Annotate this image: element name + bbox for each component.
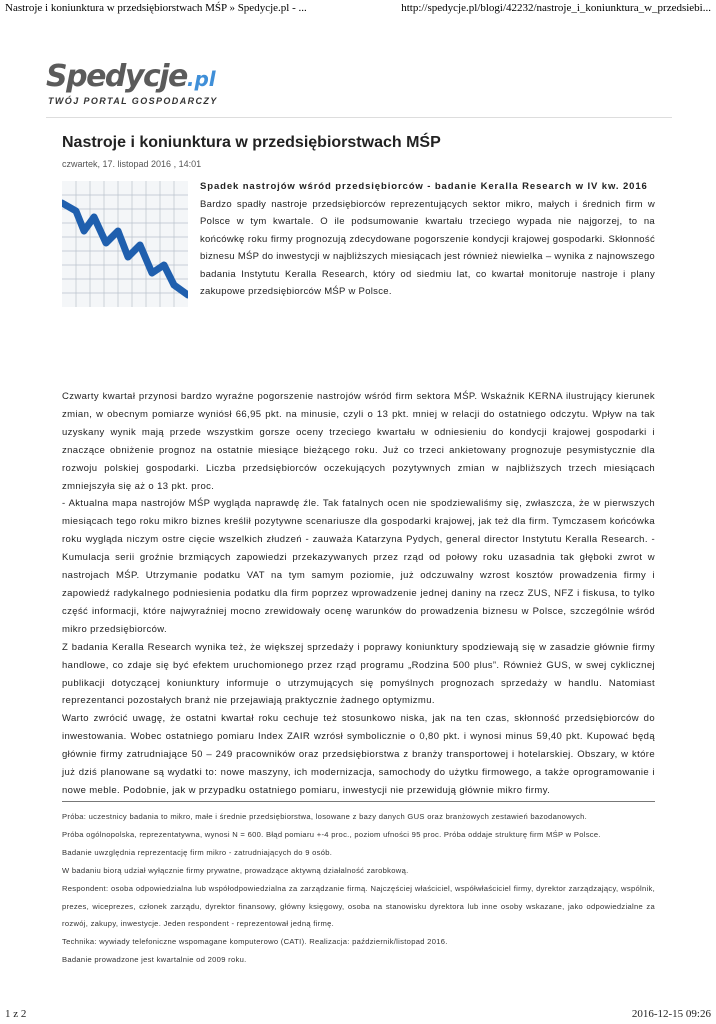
note-line: Technika: wywiady telefoniczne wspomagane komputerowo (CATI). Realizacja: październik/listopad 2016. [62, 937, 448, 947]
header-divider [46, 117, 672, 118]
site-logo[interactable] [46, 59, 226, 110]
page-number: 1 z 2 [5, 1008, 27, 1020]
print-header-url[interactable]: http://spedycje.pl/blogi/42232/nastroje_i_koniunktura_w_przedsiebi... [401, 2, 711, 14]
body-paragraph: - Aktualna mapa nastrojów MŚP wygląda naprawdę źle. Tak fatalnych ocen nie spodziewaliśmy się, zwłaszcza, że w pierwszych miesiącach tego roku mikro biznes kreślił pozytywne scenariusze dla gospodarki krajowej, jak też dla firm. Tymczasem końcówka roku wygląda niczym ostre cięcie wszelkich złudzeń - zauważa Katarzyna Pydych, general director Instytutu Keralla Research. - Kumulacja serii groźnie brzmiących zapowiedzi przekazywanych przez rząd od połowy roku uzasadnia tak głęboki zwrot w nastrojach MŚP. Utrzymanie podatku VAT na tym samym poziomie, już odczuwalny wzrost kosztów prowadzenia firmy i zapowiedź radykalnego podniesienia podatku dla firm poprzez wprowadzenie jednej daniny na rzecz ZUS, NFZ i fiskusa, to tylko część informacji, które najwyraźniej mocno zrewidowały ocenę warunków do prowadzenia biznesu w Polsce, szczególnie wśród mikro przedsiębiorców. [62, 498, 655, 635]
article-subtitle: Spadek nastrojów wśród przedsiębiorców - badanie Keralla Research w IV kw. 2016 [200, 181, 648, 192]
note-line: Próba ogólnopolska, reprezentatywna, wynosi N = 600. Błąd pomiaru +-4 proc., poziom ufności 95 proc. Próba oddaje strukturę firm MŚP w Polsce. [62, 829, 601, 839]
print-footer [5, 1006, 711, 1020]
print-header-title: Nastroje i koniunktura w przedsiębiorstwach MŚP » Spedycje.pl - ... [5, 2, 307, 14]
article-thumbnail-falling-chart [62, 181, 188, 307]
note-line: Badanie prowadzone jest kwartalnie od 2009 roku. [62, 955, 247, 965]
methodology-notes [62, 808, 655, 969]
print-timestamp: 2016-12-15 09:26 [631, 1008, 711, 1020]
note-line: Próba: uczestnicy badania to mikro, małe i średnie przedsiębiorstwa, losowane z bazy danych GUS oraz branżowych zestawień bazodanowych. [62, 812, 588, 821]
note-line: Respondent: osoba odpowiedzialna lub współodpowiedzialna za zarządzanie firmą. Najczęściej właściciel, współwłaściciel firmy, dyrektor zarządzający, wspólnik, prezes, wiceprezes, członek zarządu, dyrektor finansowy, główny księgowy, osoba na stanowisku dyrektora lub inne osoby wskazane, jako odpowiedzialne za rozwój, zakupy, inwestycje. Jeden respondent - reprezentował jedną firmę. [62, 883, 655, 929]
article-body [62, 388, 655, 800]
logo-tagline: TWÓJ PORTAL GOSPODARCZY [48, 96, 218, 106]
note-line: Badanie uwzględnia reprezentację firm mikro - zatrudniających do 9 osób. [62, 847, 333, 857]
body-paragraph: Z badania Keralla Research wynika też, że większej sprzedaży i poprawy koniunktury spodziewają się w zasadzie głównie firmy handlowe, co zdaje się być efektem uruchomionego przez rząd programu „Rodzina 500 plus”. Również GUS, w swej cyklicznej publikacji dotyczącej koniunktury informuje o utrzymujących się pomyślnych prognozach sprzedaży w handlu. Natomiast reprezentanci pozostałych branż nie przejawiają praktycznie żadnego optymizmu. [62, 641, 655, 707]
note-line: W badaniu biorą udział wyłącznie firmy prywatne, prowadzące aktywną działalność zarobkową. [62, 865, 409, 875]
print-header [5, 2, 711, 16]
body-paragraph: Czwarty kwartał przynosi bardzo wyraźne pogorszenie nastrojów wśród firm sektora MŚP. Wskaźnik KERNA ilustrujący kierunek zmian, w obecnym pomiarze wyniósł 66,95 pkt. na minusie, czyli o 13 pkt. mniej w relacji do ostatniego odczytu. Wpływ na tak uzyskany wynik mają przede wszystkim gorsze oceny trzeciego kwartału w odniesieniu do kondycji krajowej gospodarki i znaczące obniżenie prognoz na ostatnie miesiące bieżącego roku. Już co trzeci ankietowany prognozuje pesymistycznie dla rozwoju polskiej gospodarki. Liczba przedsiębiorców oczekujących pozytywnych zmian w najbliższych trzech miesiącach zmniejszyła się aż o 13 pkt. proc. [62, 391, 655, 492]
notes-divider [62, 801, 655, 802]
logo-wordmark: Spedycje.pl [46, 59, 216, 94]
article-lead [200, 178, 655, 301]
body-paragraph: Warto zwrócić uwagę, że ostatni kwartał roku cechuje też stosunkowo niska, jak na ten czas, skłonność przedsiębiorców do inwestowania. Wobec ostatniego pomiaru Index ZAIR wzrósł symbolicznie o 0,80 pkt. i wynosi minus 59,40 pkt. Kupować będą głównie firmy zatrudniające 50 – 249 pracowników oraz przedsiębiorstwa z branży transportowej i hotelarskiej. Obszary, w które już dziś planowane są wydatki to: nowe maszyny, ich modernizacja, samochody do użytku firmowego, a także oprogramowanie i nowe meble. Podobnie, jak w przypadku ostatniego pomiaru, inwestycji nie przewidują głównie mikro firmy. [62, 713, 655, 796]
lead-paragraph: Bardzo spadły nastroje przedsiębiorców reprezentujących sektor mikro, małych i średnich firm w Polsce w tym kwartale. O ile podsumowanie kwartału trzeciego wypada nie najgorzej, to na końcówkę roku firmy prognozują zdecydowane pogorszenie kondycji krajowej gospodarki. Skłonność biznesu MŚP do inwestycji w najbliższych miesiącach jest również niewielka – wynika z najnowszego badania Instytutu Keralla Research, który od siedmiu lat, co kwartał monitoruje nastroje i plany zakupowe przedsiębiorców MŚP w Polsce. [200, 198, 655, 297]
article-date: czwartek, 17. listopad 2016 , 14:01 [62, 159, 202, 169]
article-title: Nastroje i koniunktura w przedsiębiorstwach MŚP [62, 134, 441, 151]
